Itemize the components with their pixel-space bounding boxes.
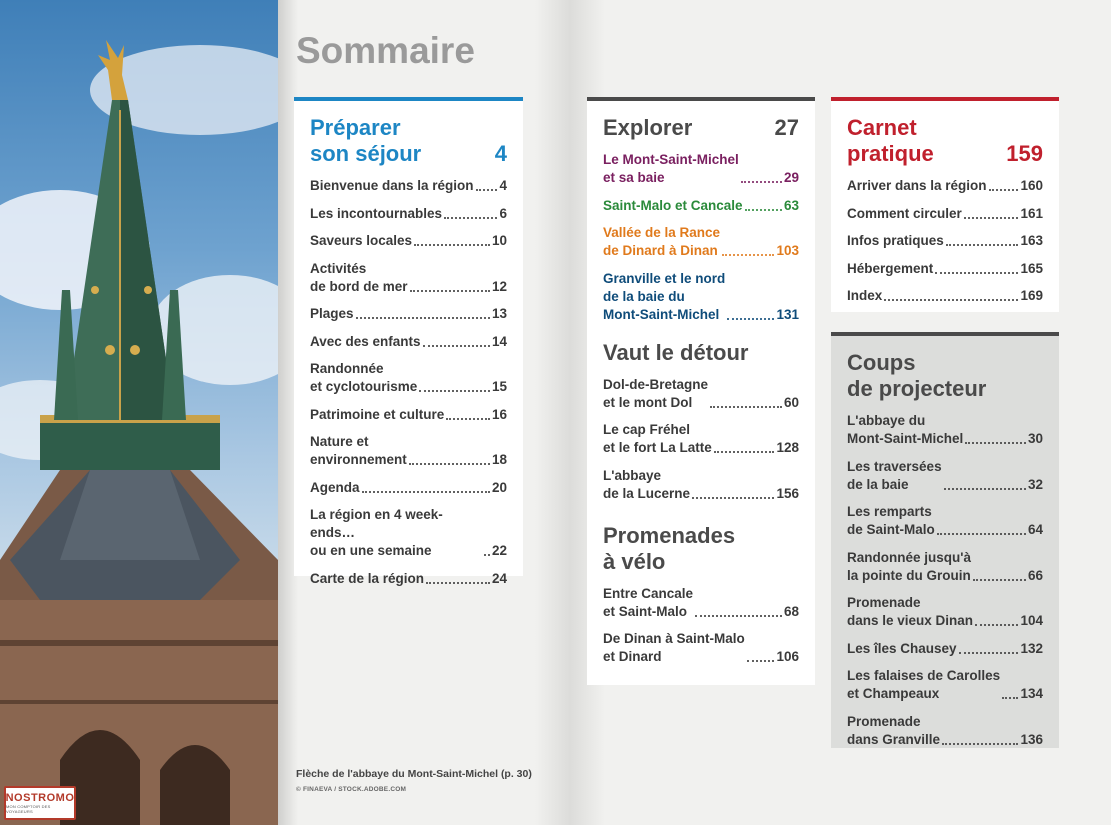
toc-entry-label: Patrimoine et culture [310,406,445,422]
toc-entry-label: Carte de la région [310,570,425,586]
toc-entry [310,333,507,351]
dot-leader [944,488,1026,490]
toc-entry-page: 22 [491,543,507,558]
toc-entry-label: Dol-de-Bretagne et le mont Dol [603,376,709,410]
dot-leader [959,652,1019,654]
explorer-item-mont-saint-michel: Le Mont-Saint-Michel et sa baie 29 [603,152,799,185]
toc-entry-label: Index [847,288,883,303]
toc-entry-page: 30 [1027,431,1043,446]
toc-entry-page: 60 [783,394,799,410]
coups-section [831,332,1059,748]
toc-entry [310,406,507,424]
toc-entry-label: Le cap Fréhel et le fort La Latte [603,422,712,455]
toc-entry [310,260,507,296]
toc-entry-page: 156 [776,485,799,501]
toc-entry-page: 10 [491,233,507,248]
toc-entry-label: L'abbaye du Mont-Saint-Michel [847,413,964,446]
toc-entry-page: 106 [776,649,799,664]
toc-entry-label: Comment circuler [847,205,962,221]
toc-entry [847,177,1043,195]
dot-leader [476,189,498,191]
dot-leader [426,582,490,584]
toc-entry-label: La région en 4 week-ends… ou en une semaine [310,507,443,558]
carnet-page: 159 [1006,141,1043,166]
carnet-section [831,97,1059,312]
explorer-list [603,151,799,324]
dot-leader [414,244,490,246]
dot-leader [935,272,1018,274]
logo-tagline: MON COMPTOIR DES VOYAGEURS [6,804,51,814]
dot-leader [362,491,490,493]
explorer-heading [603,115,799,141]
toc-entry [603,421,799,457]
velo-list [603,585,799,667]
explorer-title: Explorer [603,115,693,140]
carnet-list [847,177,1043,305]
dot-leader [419,390,490,392]
preparer-page: 4 [494,141,507,166]
toc-entry [603,376,799,412]
toc-entry-label: Arriver dans la région [847,178,987,193]
toc-entry-label: Saveurs locales [310,233,413,248]
dot-leader [409,463,490,465]
toc-entry-page: 64 [1027,522,1043,537]
toc-entry-label: De Dinan à Saint-Malo et Dinard [603,631,745,664]
dot-leader [973,579,1026,581]
toc-entry [847,458,1043,494]
dot-leader [710,406,782,408]
toc-entry-label: Activités de bord de mer [310,260,408,294]
dot-leader [975,624,1018,626]
toc-entry-label: Randonnée jusqu'à la pointe du Grouin [847,549,971,583]
toc-entry-page: 32 [1027,476,1043,492]
toc-entry [603,467,799,503]
photo-caption: Flèche de l'abbaye du Mont-Saint-Michel (p. 30) [296,768,532,780]
explorer-item-saint-malo: Saint-Malo et Cancale 63 [603,197,799,213]
toc-entry-label: Bienvenue dans la région [310,178,474,193]
spire-illustration [0,0,278,825]
toc-entry [847,412,1043,448]
toc-entry-page: 136 [1020,731,1043,747]
toc-entry-label: Randonnée et cyclotourisme [310,361,418,394]
explorer-section [587,97,815,685]
toc-entry [847,667,1043,703]
toc-entry [310,506,507,560]
toc-entry-label: Promenade dans le vieux Dinan [847,595,974,628]
toc-entry-page: 15 [491,379,507,394]
dot-leader [423,345,490,347]
toc-entry [310,205,507,223]
detour-list [603,376,799,503]
toc-entry [847,205,1043,223]
toc-entry [847,287,1043,305]
toc-entry [603,585,799,621]
dot-leader [946,244,1019,246]
toc-entry-label: Agenda [310,479,360,495]
explorer-item-granville: Granville et le nord de la baie du Mont-Saint-Michel 131 [603,270,799,322]
toc-entry [310,360,507,396]
toc-entry-page: 18 [491,452,507,467]
dot-leader [989,189,1019,191]
toc-entry [847,503,1043,539]
toc-entry-page: 68 [783,603,799,619]
preparer-list [310,177,507,588]
toc-entry [310,232,507,250]
toc-entry-page: 128 [776,440,799,455]
explorer-item-rance: Vallée de la Rance de Dinard à Dinan 103 [603,225,799,258]
dot-leader [937,533,1026,535]
dot-leader [1002,697,1018,699]
toc-entry-page: 4 [499,178,507,193]
page-title: Sommaire [296,30,475,71]
toc-entry [310,177,507,195]
toc-entry-page: 134 [1020,686,1043,701]
toc-entry [847,713,1043,749]
toc-entry [847,594,1043,630]
toc-entry [603,630,799,666]
toc-entry-page: 12 [491,278,507,294]
dot-leader [484,554,490,556]
explorer-page: 27 [774,115,799,140]
toc-entry-label: Avec des enfants [310,333,421,349]
preparer-section [294,97,523,586]
toc-entry-label: Plages [310,306,354,321]
dot-leader [965,442,1026,444]
dot-leader [446,418,490,420]
toc-entry-page: 24 [491,570,507,586]
toc-entry-page: 14 [491,333,507,349]
photo-credit: © FINAEVA / STOCK.ADOBE.COM [296,786,407,793]
toc-entry [847,640,1043,658]
dot-leader [410,290,490,292]
dot-leader [695,615,782,617]
toc-entry-page: 104 [1020,613,1043,628]
detour-title: Vaut le détour [603,339,749,365]
toc-entry-label: Les incontournables [310,205,443,221]
toc-entry-page: 165 [1020,260,1043,276]
logo-text: NOSTROMO [5,792,75,804]
toc-entry [310,433,507,469]
preparer-heading [310,115,507,167]
carnet-heading [847,115,1043,167]
toc-entry-page: 6 [499,205,507,221]
toc-entry-page: 161 [1020,205,1043,221]
nostromo-logo [4,786,76,820]
velo-title: Promenades à vélo [603,522,736,574]
toc-entry-label: Les falaises de Carolles et Champeaux [847,668,1001,701]
toc-entry-page: 169 [1020,288,1043,303]
toc-entry-label: Hébergement [847,260,934,276]
dot-leader [692,497,774,499]
toc-entry [847,260,1043,278]
toc-entry [310,479,507,497]
toc-entry-label: Entre Cancale et Saint-Malo [603,585,694,619]
dot-leader [964,217,1019,219]
preparer-title: Préparer son séjour [310,115,422,166]
toc-entry-label: Les remparts de Saint-Malo [847,504,935,537]
toc-entry-page: 66 [1027,567,1043,583]
dot-leader [356,317,490,319]
dot-leader [884,299,1018,301]
spire-photo [0,0,278,825]
toc-entry-page: 16 [491,406,507,422]
toc-entry-label: Promenade dans Granville [847,713,941,747]
carnet-title: Carnet pratique [847,115,934,166]
toc-entry-page: 20 [491,479,507,495]
coups-title: Coups de projecteur [847,350,987,401]
toc-entry [847,232,1043,250]
coups-heading [847,350,1043,402]
coups-list [847,412,1043,749]
dot-leader [714,451,775,453]
toc-entry [310,570,507,588]
toc-entry-label: Nature et environnement [310,434,407,467]
toc-entry-label: L'abbaye de la Lucerne [603,467,691,501]
toc-entry-page: 13 [491,306,507,321]
toc-entry-page: 132 [1020,640,1043,656]
toc-entry-page: 163 [1020,233,1043,248]
toc-entry-label: Infos pratiques [847,233,944,248]
dot-leader [444,217,497,219]
toc-entry-label: Les traversées de la baie [847,458,942,492]
dot-leader [942,743,1018,745]
dot-leader [747,660,775,662]
toc-entry-label: Les îles Chausey [847,640,957,656]
toc-entry [310,305,507,323]
toc-entry-page: 160 [1020,178,1043,193]
toc-entry [847,549,1043,585]
